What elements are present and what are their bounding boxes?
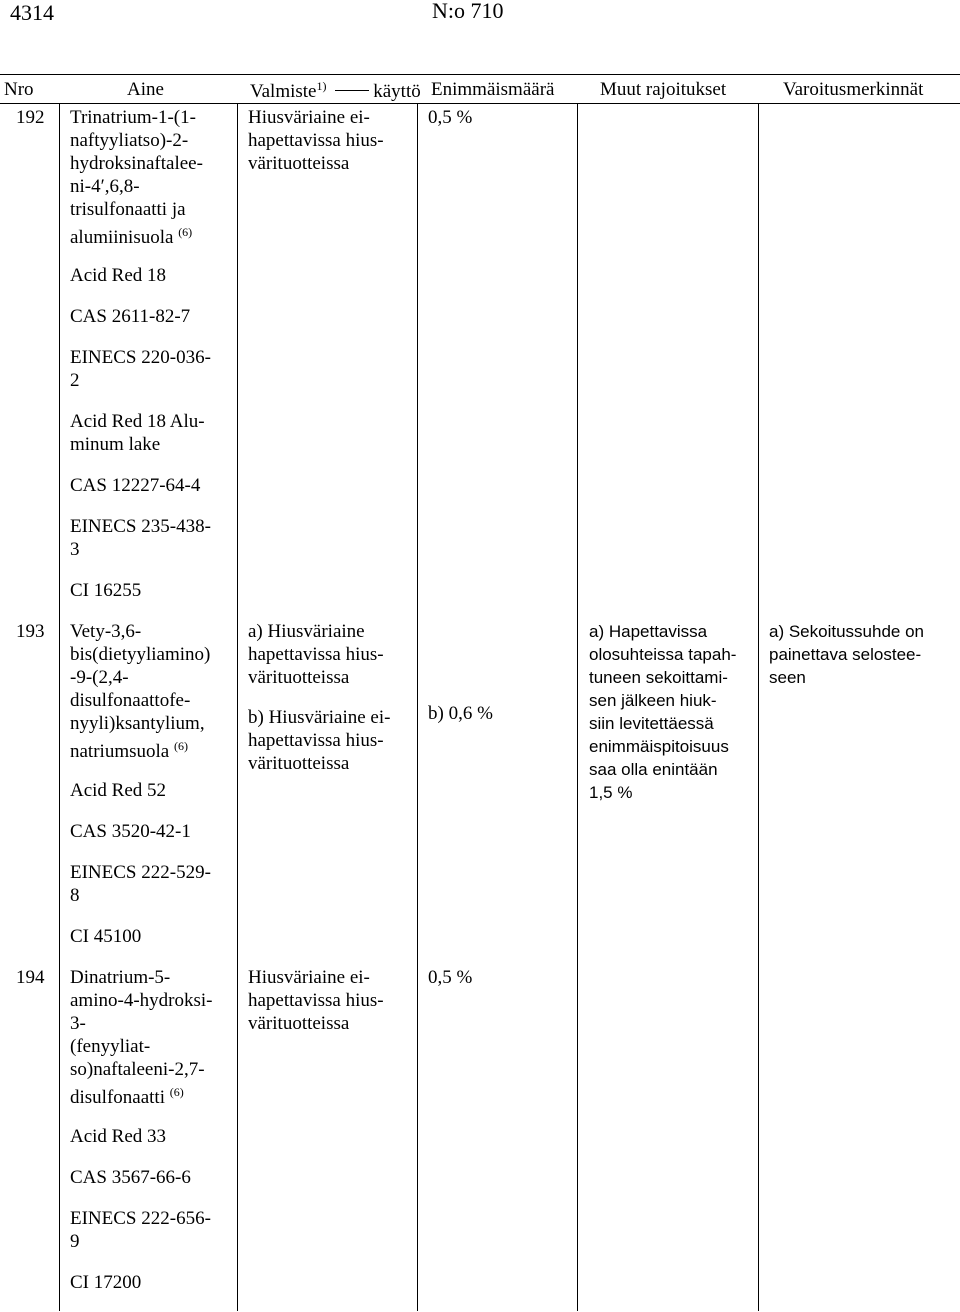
usage-line: värituotteissa xyxy=(248,753,350,774)
identifier: CI 45100 xyxy=(70,926,142,947)
substance-line: disulfonaattofe- xyxy=(70,690,191,711)
substance-line: ni-4′,6,8- xyxy=(70,176,140,197)
column-header-varoitusmerkinnat: Varoitusmerkinnät xyxy=(783,79,924,100)
substance-line: Vety-3,6- xyxy=(70,621,142,642)
usage-cell xyxy=(248,966,384,1035)
row-number: 193 xyxy=(16,621,45,642)
substance-line: amino-4-hydroksi- xyxy=(70,990,213,1011)
identifier-list xyxy=(70,264,211,620)
restriction-line: siin levitettäessä xyxy=(589,714,714,733)
column-divider xyxy=(237,103,238,1311)
substance-line: so)naftaleeni-2,7- xyxy=(70,1059,205,1080)
issue-number: N:o 710 xyxy=(432,0,504,23)
other-restrictions xyxy=(589,620,736,804)
usage-line: hapettavissa hius- xyxy=(248,730,384,751)
row-number: 192 xyxy=(16,107,45,128)
usage-line: värituotteissa xyxy=(248,1013,350,1034)
substance-cell xyxy=(70,966,212,1109)
substance-line: nyyli)ksantylium, xyxy=(70,713,205,734)
restriction-line: olosuhteissa tapah- xyxy=(589,645,737,664)
identifier: Acid Red 18 xyxy=(70,265,167,286)
identifier: Acid Red 18 Alu- minum lake xyxy=(70,411,205,455)
dash xyxy=(335,90,369,91)
row-number: 194 xyxy=(16,967,45,988)
max-concentration: 0,5 % xyxy=(428,967,473,988)
table-header-rule xyxy=(0,103,960,104)
restriction-line: tuneen sekoittami- xyxy=(589,668,728,687)
footnote-ref: (6) xyxy=(173,739,188,753)
substance-line: natriumsuola xyxy=(70,741,170,762)
column-divider xyxy=(577,103,578,1311)
restriction-line: saa olla enintään xyxy=(589,760,718,779)
substance-cell xyxy=(70,620,210,763)
restriction-line: sen jälkeen hiuk- xyxy=(589,691,717,710)
usage-line: hapettavissa hius- xyxy=(248,130,384,151)
identifier-list xyxy=(70,779,211,966)
restriction-line: a) Hapettavissa xyxy=(589,622,708,641)
warning-line: seen xyxy=(769,668,806,687)
column-header-valmiste xyxy=(250,79,421,103)
identifier: EINECS 235-438- 3 xyxy=(70,516,211,560)
usage-line: hapettavissa hius- xyxy=(248,644,384,665)
column-divider xyxy=(417,103,418,1311)
warning-line: a) Sekoitussuhde on xyxy=(769,622,924,641)
column-header-nro: Nro xyxy=(4,79,34,100)
max-concentration: b) 0,6 % xyxy=(428,703,493,724)
substance-line: -9-(2,4- xyxy=(70,667,129,688)
restriction-line: 1,5 % xyxy=(589,783,633,802)
column-header-aine: Aine xyxy=(127,79,164,100)
column-divider xyxy=(59,103,60,1311)
identifier: EINECS 222-529- 8 xyxy=(70,862,211,906)
identifier: EINECS 220-036- 2 xyxy=(70,347,211,391)
usage-line: värituotteissa xyxy=(248,153,350,174)
substance-cell xyxy=(70,106,203,249)
identifier: EINECS 222-656- 9 xyxy=(70,1208,211,1252)
identifier: CI 17200 xyxy=(70,1272,142,1293)
identifier: CAS 3520-42-1 xyxy=(70,821,191,842)
column-header-muut-rajoitukset: Muut rajoitukset xyxy=(600,79,727,100)
usage-line: Hiusväriaine ei- xyxy=(248,107,370,128)
substance-line: trisulfonaatti ja xyxy=(70,199,186,220)
footnote-ref: 1) xyxy=(316,79,327,93)
valmiste-label: Valmiste xyxy=(250,81,317,102)
usage-line: hapettavissa hius- xyxy=(248,990,384,1011)
identifier: Acid Red 33 xyxy=(70,1126,167,1147)
substance-line: (fenyyliat- xyxy=(70,1036,151,1057)
kaytto-label: käyttö xyxy=(373,81,421,102)
identifier: CI 16255 xyxy=(70,580,142,601)
restriction-line: enimmäispitoisuus xyxy=(589,737,729,756)
identifier: Acid Red 52 xyxy=(70,780,167,801)
column-divider xyxy=(758,103,759,1311)
substance-line: naftyyliatso)-2- xyxy=(70,130,189,151)
substance-line: hydroksinaftalee- xyxy=(70,153,203,174)
substance-line: Trinatrium-1-(1- xyxy=(70,107,196,128)
usage-cell xyxy=(248,620,390,775)
substance-line: 3- xyxy=(70,1013,86,1034)
warning-line: painettava selostee- xyxy=(769,645,922,664)
column-header-enimmaismaara: Enimmäismäärä xyxy=(431,79,555,100)
identifier: CAS 3567-66-6 xyxy=(70,1167,191,1188)
substance-line: alumiinisuola xyxy=(70,227,174,248)
warning-text xyxy=(769,620,924,689)
identifier-list xyxy=(70,1125,211,1312)
table-top-rule xyxy=(0,74,960,75)
usage-line: värituotteissa xyxy=(248,667,350,688)
usage-line: a) Hiusväriaine xyxy=(248,621,365,642)
substance-line: disulfonaatti xyxy=(70,1087,165,1108)
max-concentration: 0,5 % xyxy=(428,107,473,128)
substance-line: bis(dietyyliamino) xyxy=(70,644,211,665)
footnote-ref: (6) xyxy=(169,1085,184,1099)
substance-line: Dinatrium-5- xyxy=(70,967,171,988)
usage-line: b) Hiusväriaine ei- xyxy=(248,707,391,728)
page-number: 4314 xyxy=(10,0,54,25)
identifier: CAS 2611-82-7 xyxy=(70,306,191,327)
footnote-ref: (6) xyxy=(178,225,193,239)
usage-line: Hiusväriaine ei- xyxy=(248,967,370,988)
identifier: CAS 12227-64-4 xyxy=(70,475,201,496)
usage-cell xyxy=(248,106,384,175)
